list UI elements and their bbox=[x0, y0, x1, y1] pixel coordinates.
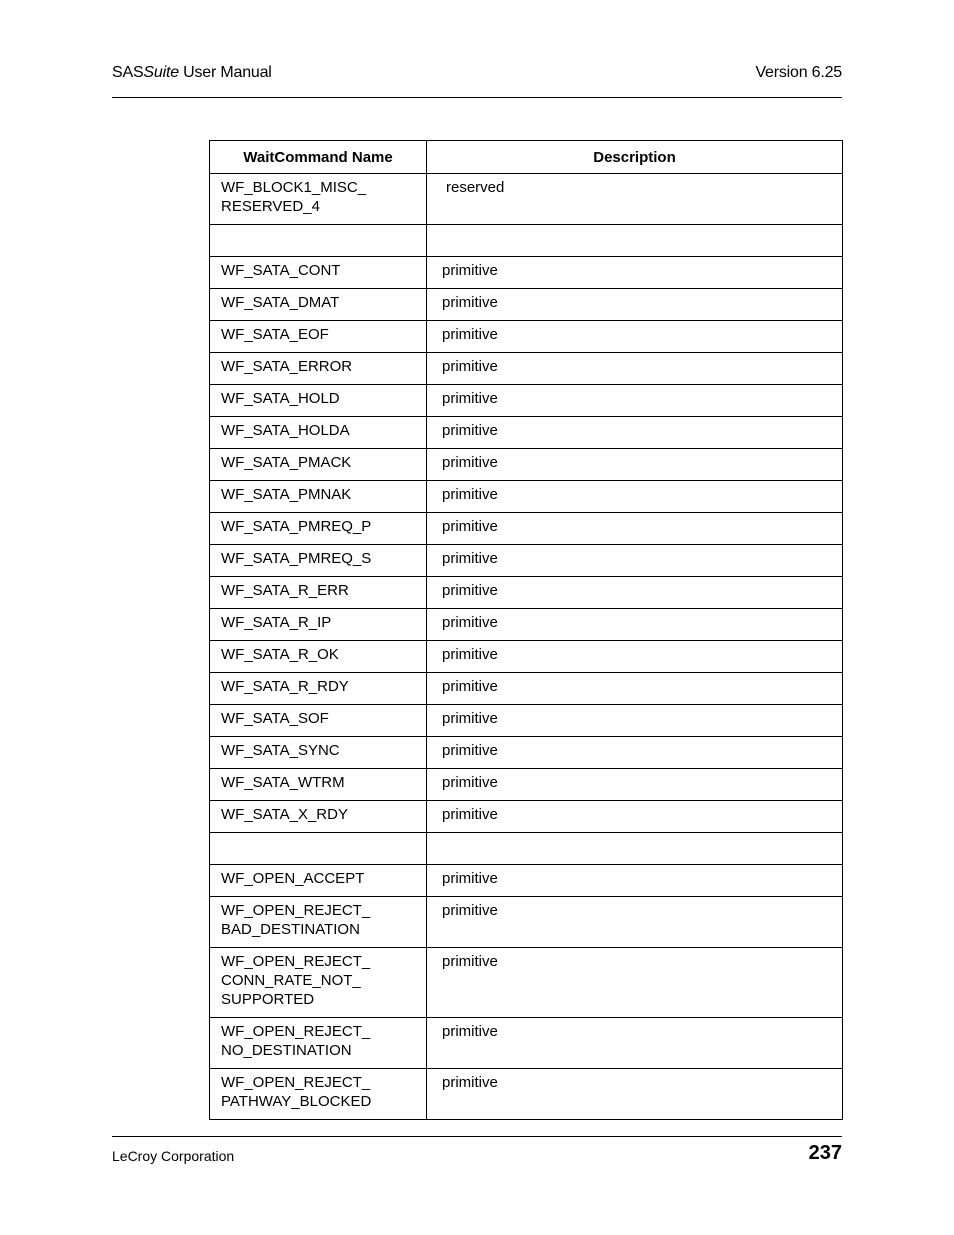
cell-description: primitive bbox=[427, 449, 843, 481]
cell-description: primitive bbox=[427, 1018, 843, 1069]
cell-description: primitive bbox=[427, 353, 843, 385]
table-row bbox=[210, 737, 843, 769]
table-row bbox=[210, 289, 843, 321]
page-header bbox=[112, 64, 842, 88]
cell-name: WF_SATA_ERROR bbox=[210, 353, 427, 385]
cell-description: primitive bbox=[427, 321, 843, 353]
cell-name bbox=[210, 948, 427, 1018]
cell-name: WF_SATA_PMREQ_P bbox=[210, 513, 427, 545]
cell-name: WF_SATA_X_RDY bbox=[210, 801, 427, 833]
cell-name: WF_SATA_WTRM bbox=[210, 769, 427, 801]
table-row bbox=[210, 385, 843, 417]
cell-name bbox=[210, 833, 427, 865]
column-header-name: WaitCommand Name bbox=[210, 141, 427, 174]
cell-name bbox=[210, 174, 427, 225]
cell-description: primitive bbox=[427, 385, 843, 417]
page-number: 237 bbox=[808, 1142, 842, 1164]
table-row bbox=[210, 801, 843, 833]
manual-title-prefix: SAS bbox=[112, 64, 144, 81]
manual-title-italic: Suite bbox=[143, 64, 179, 81]
cell-name: WF_SATA_CONT bbox=[210, 257, 427, 289]
cell-name-text: WF_BLOCK1_MISC_ RESERVED_4 bbox=[221, 179, 367, 215]
cell-description: primitive bbox=[427, 673, 843, 705]
cell-name: WF_SATA_HOLD bbox=[210, 385, 427, 417]
table-row-blank bbox=[210, 225, 843, 257]
manual-title-suffix: User Manual bbox=[178, 64, 272, 81]
cell-name: WF_SATA_EOF bbox=[210, 321, 427, 353]
table-row bbox=[210, 353, 843, 385]
cell-name: WF_OPEN_ACCEPT bbox=[210, 865, 427, 897]
table-row bbox=[210, 609, 843, 641]
cell-name: WF_SATA_PMACK bbox=[210, 449, 427, 481]
cell-name: WF_SATA_R_RDY bbox=[210, 673, 427, 705]
table-row bbox=[210, 449, 843, 481]
table-row bbox=[210, 481, 843, 513]
table-row bbox=[210, 897, 843, 948]
table-row bbox=[210, 174, 843, 225]
cell-description: primitive bbox=[427, 417, 843, 449]
waitcommand-table bbox=[209, 140, 843, 1120]
cell-description: primitive bbox=[427, 481, 843, 513]
table-row bbox=[210, 865, 843, 897]
manual-title bbox=[112, 64, 272, 82]
cell-description: primitive bbox=[427, 897, 843, 948]
cell-name-text: WF_OPEN_REJECT_ NO_DESTINATION bbox=[221, 1023, 371, 1059]
cell-name bbox=[210, 897, 427, 948]
cell-name: WF_SATA_SOF bbox=[210, 705, 427, 737]
cell-name: WF_SATA_R_ERR bbox=[210, 577, 427, 609]
cell-name: WF_SATA_R_IP bbox=[210, 609, 427, 641]
cell-name: WF_SATA_HOLDA bbox=[210, 417, 427, 449]
cell-description bbox=[427, 225, 843, 257]
table-row bbox=[210, 705, 843, 737]
cell-description: primitive bbox=[427, 545, 843, 577]
table-row bbox=[210, 1069, 843, 1120]
company-name: LeCroy Corporation bbox=[112, 1148, 235, 1164]
table-row bbox=[210, 545, 843, 577]
version-label: Version 6.25 bbox=[755, 64, 842, 81]
cell-description: primitive bbox=[427, 769, 843, 801]
cell-name: WF_SATA_R_OK bbox=[210, 641, 427, 673]
cell-name: WF_SATA_PMNAK bbox=[210, 481, 427, 513]
cell-name bbox=[210, 225, 427, 257]
cell-description: primitive bbox=[427, 705, 843, 737]
cell-description: primitive bbox=[427, 257, 843, 289]
table-row bbox=[210, 577, 843, 609]
table-row bbox=[210, 673, 843, 705]
cell-name-text: WF_OPEN_REJECT_ BAD_DESTINATION bbox=[221, 902, 371, 938]
footer-divider bbox=[112, 1136, 842, 1137]
cell-name-text: WF_OPEN_REJECT_ CONN_RATE_NOT_ SUPPORTED bbox=[221, 953, 371, 1008]
cell-description bbox=[427, 833, 843, 865]
header-divider bbox=[112, 97, 842, 98]
table-row bbox=[210, 321, 843, 353]
cell-name: WF_SATA_SYNC bbox=[210, 737, 427, 769]
cell-description: primitive bbox=[427, 801, 843, 833]
table-row bbox=[210, 1018, 843, 1069]
cell-description: primitive bbox=[427, 948, 843, 1018]
cell-description: primitive bbox=[427, 513, 843, 545]
cell-description: reserved bbox=[427, 174, 843, 225]
cell-description: primitive bbox=[427, 577, 843, 609]
table-row bbox=[210, 513, 843, 545]
column-header-description: Description bbox=[427, 141, 843, 174]
table-row bbox=[210, 641, 843, 673]
table-row-blank bbox=[210, 833, 843, 865]
table-row bbox=[210, 769, 843, 801]
table-row bbox=[210, 948, 843, 1018]
table-header-row bbox=[210, 141, 843, 174]
cell-name: WF_SATA_PMREQ_S bbox=[210, 545, 427, 577]
table-row bbox=[210, 257, 843, 289]
cell-description: primitive bbox=[427, 609, 843, 641]
cell-description: primitive bbox=[427, 737, 843, 769]
table-row bbox=[210, 417, 843, 449]
cell-description: primitive bbox=[427, 865, 843, 897]
cell-description: primitive bbox=[427, 641, 843, 673]
cell-description: primitive bbox=[427, 289, 843, 321]
cell-name bbox=[210, 1018, 427, 1069]
cell-description: primitive bbox=[427, 1069, 843, 1120]
cell-name: WF_SATA_DMAT bbox=[210, 289, 427, 321]
cell-name-text: WF_OPEN_REJECT_ PATHWAY_BLOCKED bbox=[221, 1074, 372, 1110]
cell-name bbox=[210, 1069, 427, 1120]
